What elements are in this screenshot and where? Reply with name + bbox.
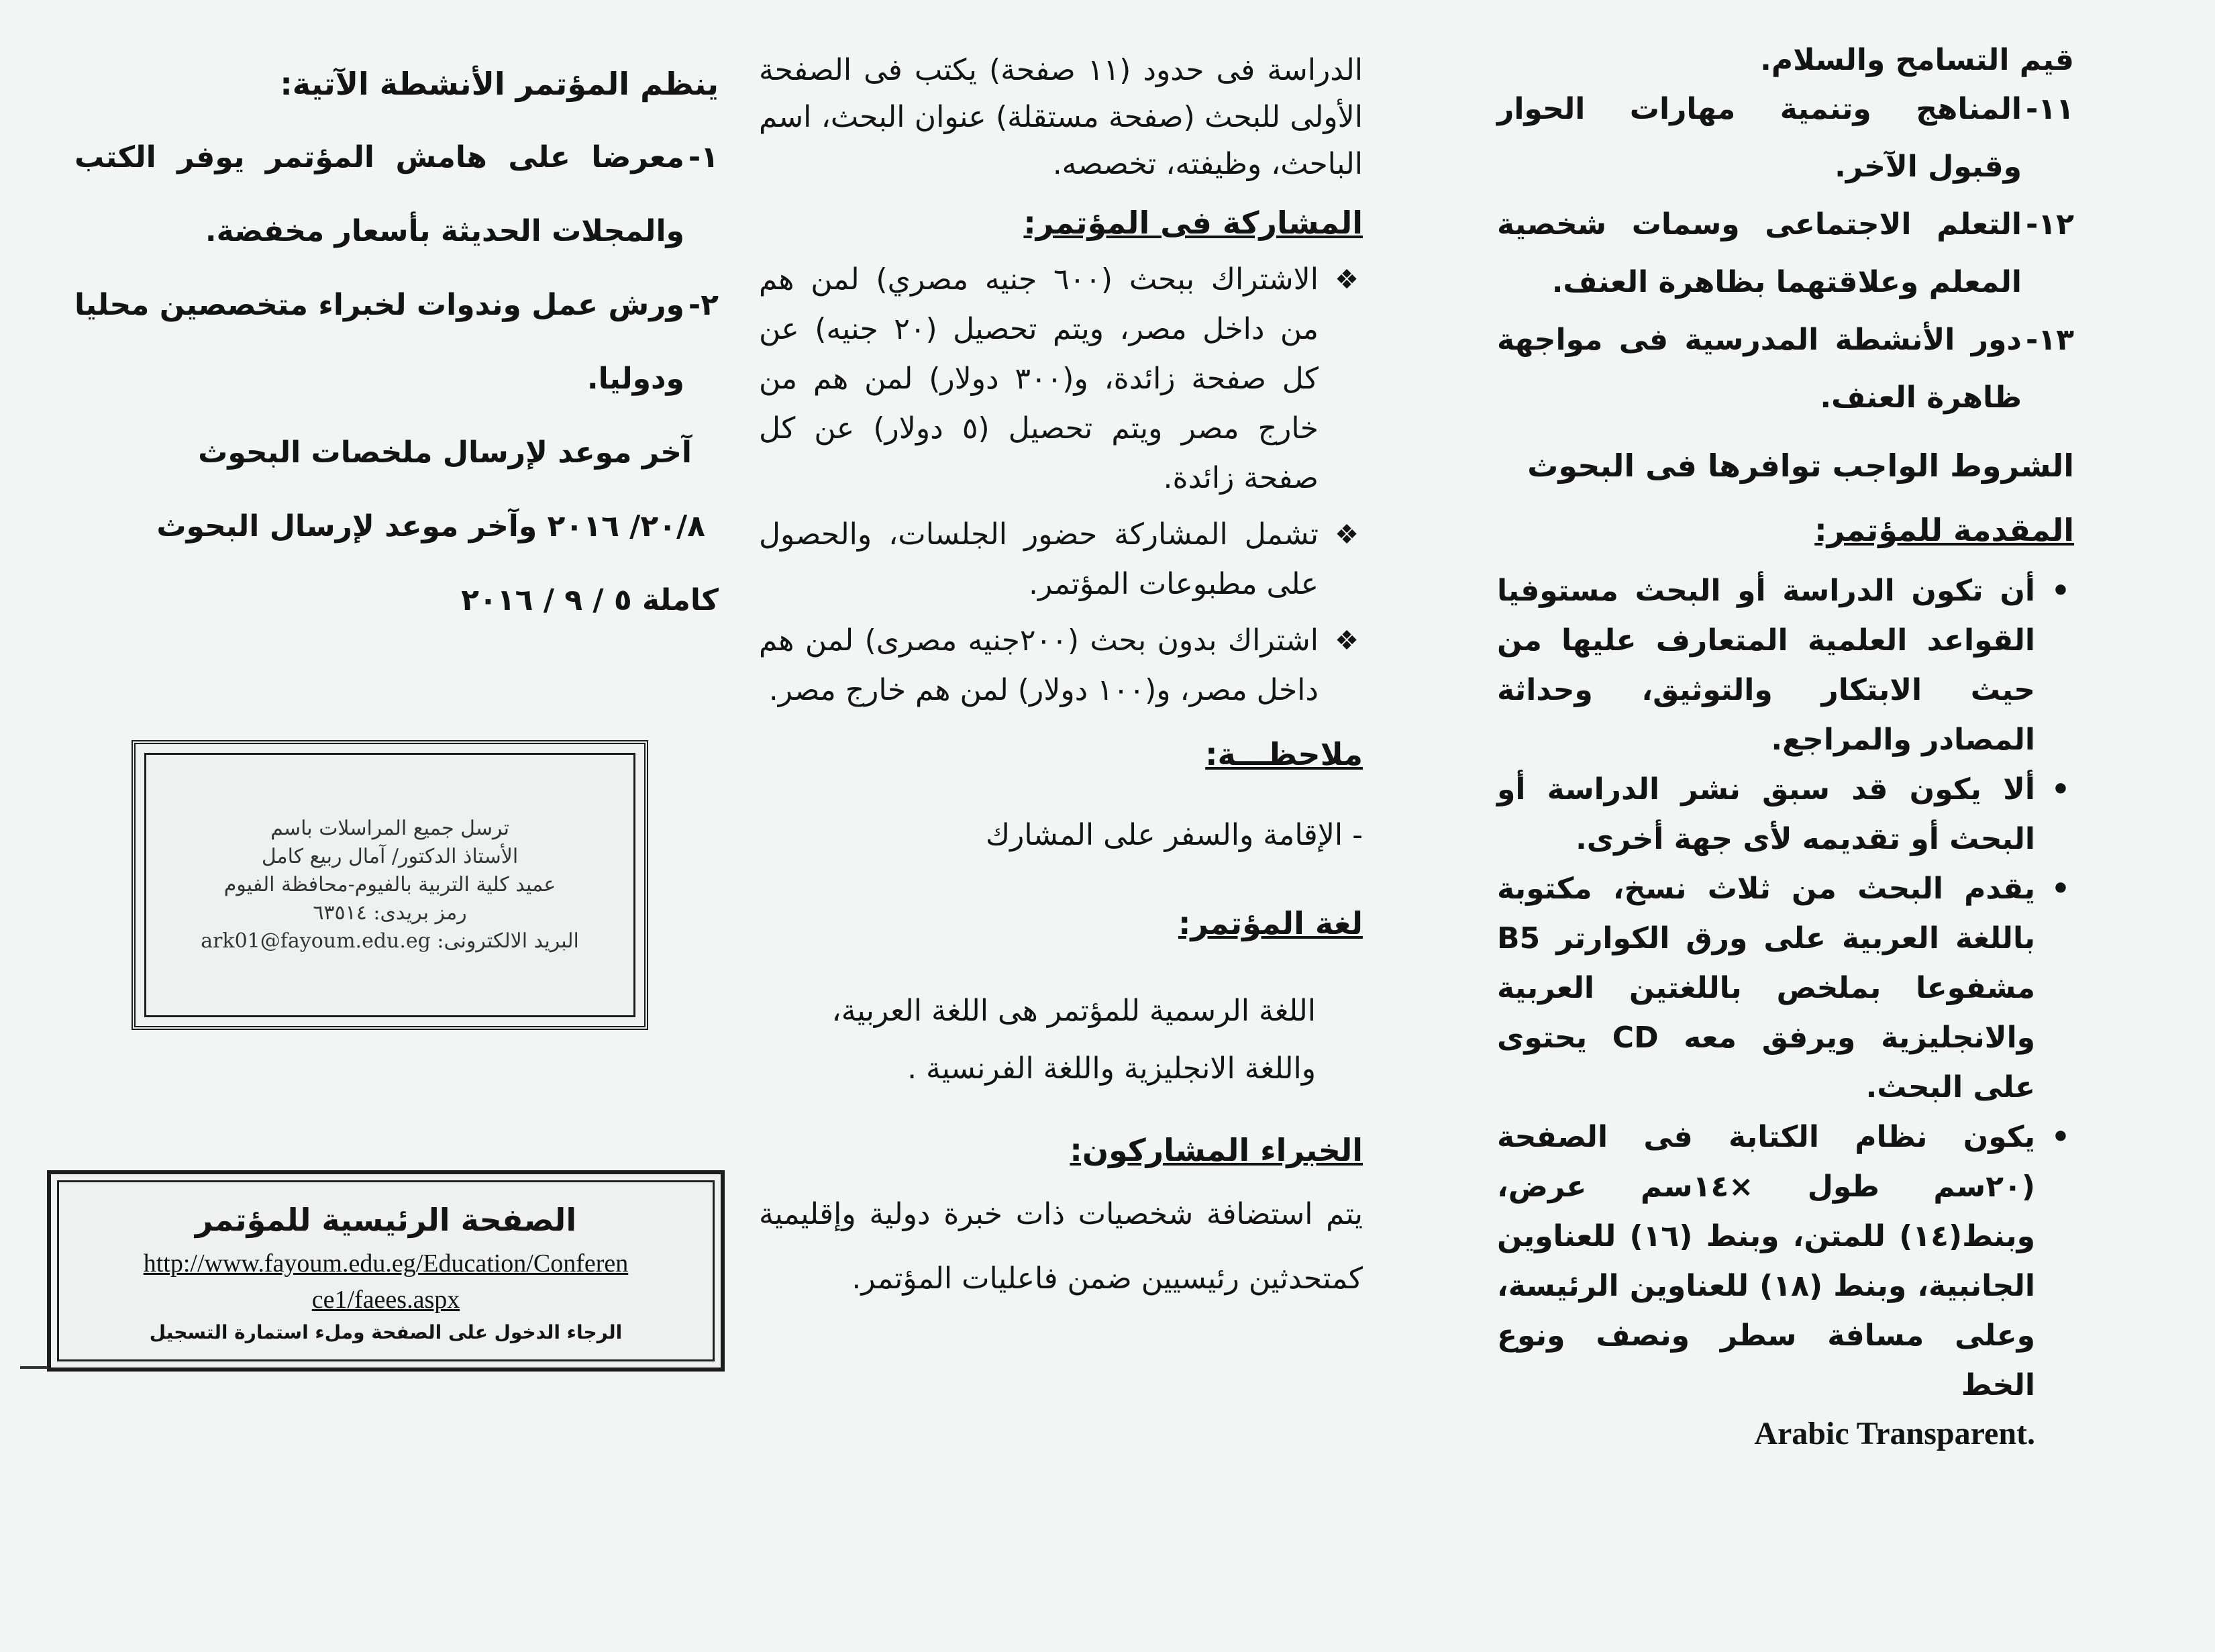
topic-list xyxy=(1497,81,2074,427)
fold-mark xyxy=(20,1366,48,1369)
note-heading: ملاحظـــة: xyxy=(1205,736,1363,772)
homepage-box xyxy=(47,1170,725,1372)
activity-text: معرضا على هامش المؤتمر يوفر الكتب والمجلات الحديثة بأسعار مخفضة. xyxy=(74,140,684,248)
topic-item xyxy=(1497,311,2074,427)
homepage-url[interactable]: http://www.fayoum.edu.eg/Education/Conferen xyxy=(143,1249,629,1278)
topic-text: التعلم الاجتماعى وسمات شخصية المعلم وعلاقتهما بظاهرة العنف. xyxy=(1497,207,2022,299)
right-column xyxy=(1497,43,2074,1457)
topic-number: ١٢- xyxy=(2026,207,2074,242)
conditions-heading-cont: المقدمة للمؤتمر: xyxy=(1814,512,2074,548)
middle-column xyxy=(759,47,1363,1311)
homepage-url-cont[interactable]: ce1/faees.aspx xyxy=(311,1286,460,1314)
topic-item xyxy=(1497,196,2074,311)
participation-item: ❖ اشتراك بدون بحث (٢٠٠جنيه مصرى) لمن هم داخل مصر، و(١٠٠ دولار) لمن هم خارج مصر. xyxy=(759,616,1363,715)
email-link[interactable]: ark01@fayoum.edu.eg xyxy=(201,929,431,953)
activity-number: ٢- xyxy=(688,288,719,322)
intro-line: قيم التسامح والسلام. xyxy=(1760,43,2074,77)
language-heading: لغة المؤتمر: xyxy=(1178,905,1363,941)
deadline-line: كاملة ٥ / ٩ / ٢٠١٦ xyxy=(461,583,719,617)
activity-number: ١- xyxy=(688,140,719,174)
condition-item: • ألا يكون قد سبق نشر الدراسة أو البحث أو تقديمه لأى جهة أخرى. xyxy=(1497,765,2074,864)
language-line: واللغة الانجليزية واللغة الفرنسية . xyxy=(907,1051,1316,1086)
conditions-heading: الشروط الواجب توافرها فى البحوث xyxy=(1527,448,2074,484)
participation-item: ❖ الاشتراك ببحث (٦٠٠ جنيه مصري) لمن هم من داخل مصر، ويتم تحصيل (٢٠ جنيه) عن كل صفحة زائدة، و(٣٠٠ دولار) لمن هم من خارج مصر ويتم تحصيل (٥ دولار) عن كل صفحة زائدة. xyxy=(759,255,1363,503)
participation-heading: المشاركة فى المؤتمر: xyxy=(1023,205,1363,241)
activity-item xyxy=(74,268,719,416)
left-column xyxy=(74,47,719,637)
topic-number: ١١- xyxy=(2026,92,2074,126)
contact-box xyxy=(132,740,648,1030)
topic-text: دور الأنشطة المدرسية فى مواجهة ظاهرة العنف. xyxy=(1497,323,2022,415)
contact-email-line xyxy=(176,927,604,956)
participation-item: ❖ تشمل المشاركة حضور الجلسات، والحصول على مطبوعات المؤتمر. xyxy=(759,510,1363,609)
experts-text: يتم استضافة شخصيات ذات خبرة دولية وإقليمية كمتحدثين رئيسيين ضمن فاعليات المؤتمر. xyxy=(759,1197,1363,1296)
condition-item: • أن تكون الدراسة أو البحث مستوفيا القواعد العلمية المتعارف عليها من حيث الابتكار والتوثيق، وحداثة المصادر والمراجع. xyxy=(1497,566,2074,765)
contact-line: الأستاذ الدكتور/ آمال ربيع كامل xyxy=(261,845,519,868)
topic-item xyxy=(1497,81,2074,196)
activities-heading: ينظم المؤتمر الأنشطة الآتية: xyxy=(280,66,719,102)
homepage-note: الرجاء الدخول على الصفحة وملء استمارة التسجيل xyxy=(149,1321,623,1343)
topic-number: ١٣- xyxy=(2026,323,2074,357)
deadline-line: ٢٠/٨/ ٢٠١٦ وآخر موعد لإرسال البحوث xyxy=(156,509,705,544)
homepage-title: الصفحة الرئيسية للمؤتمر xyxy=(195,1202,577,1238)
topic-text: المناهج وتنمية مهارات الحوار وقبول الآخر. xyxy=(1497,92,2022,184)
note-text: - الإقامة والسفر على المشارك xyxy=(985,818,1363,852)
contact-line: عميد كلية التربية بالفيوم-محافظة الفيوم xyxy=(223,873,556,896)
condition-item: • يقدم البحث من ثلاث نسخ، مكتوبة باللغة العربية على ورق الكوارتر B5 مشفوعا بملخص باللغتين العربية والانجليزية ويرفق معه CD يحتوى على البحث. xyxy=(1497,864,2074,1113)
condition-item: • يكون نظام الكتابة فى الصفحة (٢٠سم طول ×١٤سم عرض، وبنط(١٤) للمتن، وبنط (١٦) للعناوين الجانبية، وبنط (١٨) للعناوين الرئيسة، وعلى مسافة سطر ونصف ونوع الخط xyxy=(1497,1113,2074,1410)
contact-line: رمز بريدى: ٦٣٥١٤ xyxy=(313,901,467,925)
conditions-list xyxy=(1497,566,2074,1410)
paper-format-text: الدراسة فى حدود (١١ صفحة) يكتب فى الصفحة الأولى للبحث (صفحة مستقلة) عنوان البحث، اسم الباحث، وظيفته، تخصصه. xyxy=(759,53,1363,181)
language-line: اللغة الرسمية للمؤتمر هى اللغة العربية، xyxy=(831,994,1316,1028)
activity-item xyxy=(74,121,719,268)
deadline-line: آخر موعد لإرسال ملخصات البحوث xyxy=(198,435,692,470)
contact-line: ترسل جميع المراسلات باسم xyxy=(270,817,509,840)
activity-text: ورش عمل وندوات لخبراء متخصصين محليا ودوليا. xyxy=(74,288,684,396)
participation-list xyxy=(759,255,1363,715)
email-label: البريد الالكترونى: xyxy=(437,929,579,953)
experts-heading: الخبراء المشاركون: xyxy=(1070,1132,1363,1168)
font-name: Arabic Transparent. xyxy=(1754,1416,2035,1451)
